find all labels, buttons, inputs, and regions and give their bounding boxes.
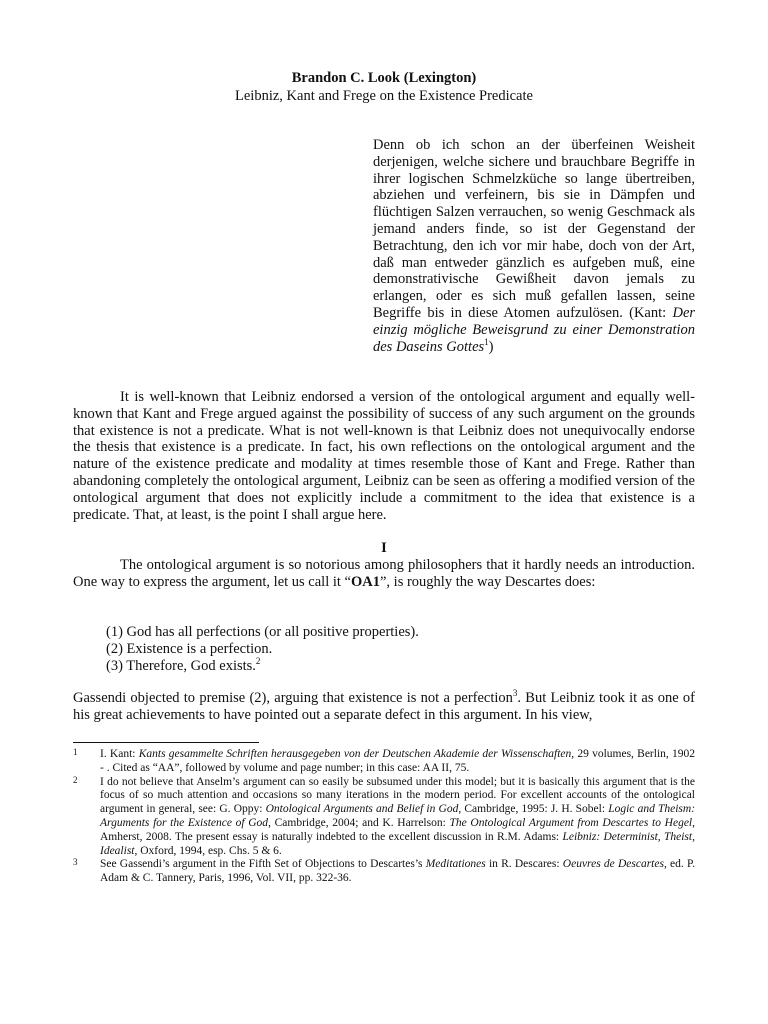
footnote-italic: Meditationes (425, 858, 486, 871)
epigraph (373, 137, 695, 355)
paragraph-gassendi (73, 690, 695, 724)
paragraph-oa1 (73, 557, 695, 591)
paper-title: Leibniz, Kant and Frege on the Existence Predicate (235, 88, 533, 104)
epigraph-citation-close: ) (488, 338, 494, 355)
footnote-3 (73, 858, 695, 886)
footnote-text: , Amherst, 2008. The present essay is naturally indebted to the excellent discussion in R.M. Adams: (100, 816, 696, 843)
footnote-text: I do not believe that Anselm’s argument can so easily be subsumed under this model; but it is basically this argument that is the focus of so much attention and occasions so many iterations in the modern period. For excellent accounts of the ontological argument in general, see: G. Oppy: (100, 775, 695, 816)
epigraph-text: Denn ob ich schon an der überfeinen Weisheit derjenigen, welche sichere und brauchbare Begriffe in ihrer logischen Schmelzküche so lange übertreiben, abziehen und verfeinern, bis sie in Dämpfen und flüchtigen Salzen verrauchen, so wenig Geschmack als jemand anders finde, so ist der Gegenstand der Betrachtung, den ich vor mir habe, doch von der Art, daß man entweder gänzlich es aufgeben muß, eine demonstrativische Gewißheit davon jemals zu erlangen, oder es sich muß gefallen lassen, seine Begriffe bis in diese Atomen aufzulösen. (373, 137, 695, 321)
premise-item (106, 641, 696, 658)
footnote-number: 3 (73, 857, 78, 868)
footnote-number: 2 (73, 774, 78, 785)
footnote-italic: Kants gesammelte Schriften herausgegeben von der Deutschen Akademie der Wissenschaften (138, 748, 572, 760)
footnote-text: See Gassendi’s argument in the Fifth Set of Objections to Descartes’s (100, 858, 426, 871)
footnote-ref-3[interactable]: 3 (512, 688, 518, 699)
paragraph-oa1-text-after: ”, is roughly the way Descartes does: (379, 573, 596, 590)
section-heading: I (381, 540, 387, 556)
paragraph-gassendi-text-after: . But Leibniz took it as one of his great achievements to have pointed out a separate defect in this argument. In his view, (73, 690, 695, 723)
paragraph-intro: It is well-known that Leibniz endorsed a version of the ontological argument and equally well-known that Kant and Frege argued against the possibility of success of any such argument on the grounds that existence is not a predicate. What is not well-known is that Leibniz does not unequivocally endorse the thesis that existence is a predicate. In fact, his own reflections on the ontological argument and the nature of the existence predicate and modality at times resemble those of Kant and Frege. Rather than abandoning completely the ontological argument, Leibniz can be seen as offering a modified version of the ontological argument that does not explicitly include a commitment to the idea that existence is a predicate. That, at least, is the point I shall argue here. (73, 389, 695, 523)
footnote-text: , ed. P. Adam & C. Tannery, Paris, 1996, Vol. VII, pp. 322-36. (100, 858, 695, 885)
premise-item (106, 655, 696, 675)
footnote-ref-2[interactable]: 2 (255, 655, 261, 666)
footnote-italic: Ontological Arguments and Belief in God (265, 803, 459, 816)
footnote-number: 1 (73, 747, 78, 757)
footnote-italic: Leibniz: Determinist, Theist, Idealist (100, 830, 695, 857)
epigraph-citation-title: Der einzig mögliche Beweisgrund zu einer Demonstration des Daseins Gottes (373, 304, 696, 355)
oa1-label: OA1 (350, 573, 380, 590)
paragraph-gassendi-text-before: Gassendi objected to premise (2), arguing that existence is not a perfection (73, 690, 513, 706)
footnote-ref-1[interactable]: 1 (484, 336, 489, 347)
premise-text: (2) Existence is a perfection. (106, 640, 273, 657)
footnotes (73, 748, 695, 886)
epigraph-citation-open: (Kant: (629, 304, 673, 321)
footnote-text: , Cambridge, 1995: J. H. Sobel: (458, 803, 609, 816)
footnote-text: , Cambridge, 2004; and K. Harrelson: (268, 816, 450, 829)
premise-item (106, 624, 696, 641)
footnote-1 (73, 748, 695, 776)
footnote-text: I. Kant: (100, 748, 139, 760)
footnote-2 (73, 776, 695, 859)
footnote-italic: The Ontological Argument from Descartes to Hegel (449, 816, 693, 829)
premise-list (106, 624, 696, 674)
footnote-text: in R. Descares: (485, 858, 563, 871)
footnote-italic: Logic and Theism: Arguments for the Existence of God (100, 803, 696, 829)
author-line: Brandon C. Look (Lexington) (291, 70, 477, 86)
premise-text: (3) Therefore, God exists. (106, 657, 256, 674)
footnote-divider (73, 742, 259, 743)
footnote-italic: Oeuvres de Descartes (562, 858, 664, 871)
paragraph-oa1-text-before: The ontological argument is so notorious among philosophers that it hardly needs an introduction. One way to express the argument, let us call it “ (73, 557, 695, 590)
footnote-text: , Oxford, 1994, esp. Chs. 5 & 6. (134, 844, 282, 857)
footnote-text: , 29 volumes, Berlin, 1902 - . Cited as “AA”, followed by volume and page number; in this case: AA II, 75. (100, 748, 696, 774)
premise-text: (1) God has all perfections (or all positive properties). (106, 624, 419, 640)
